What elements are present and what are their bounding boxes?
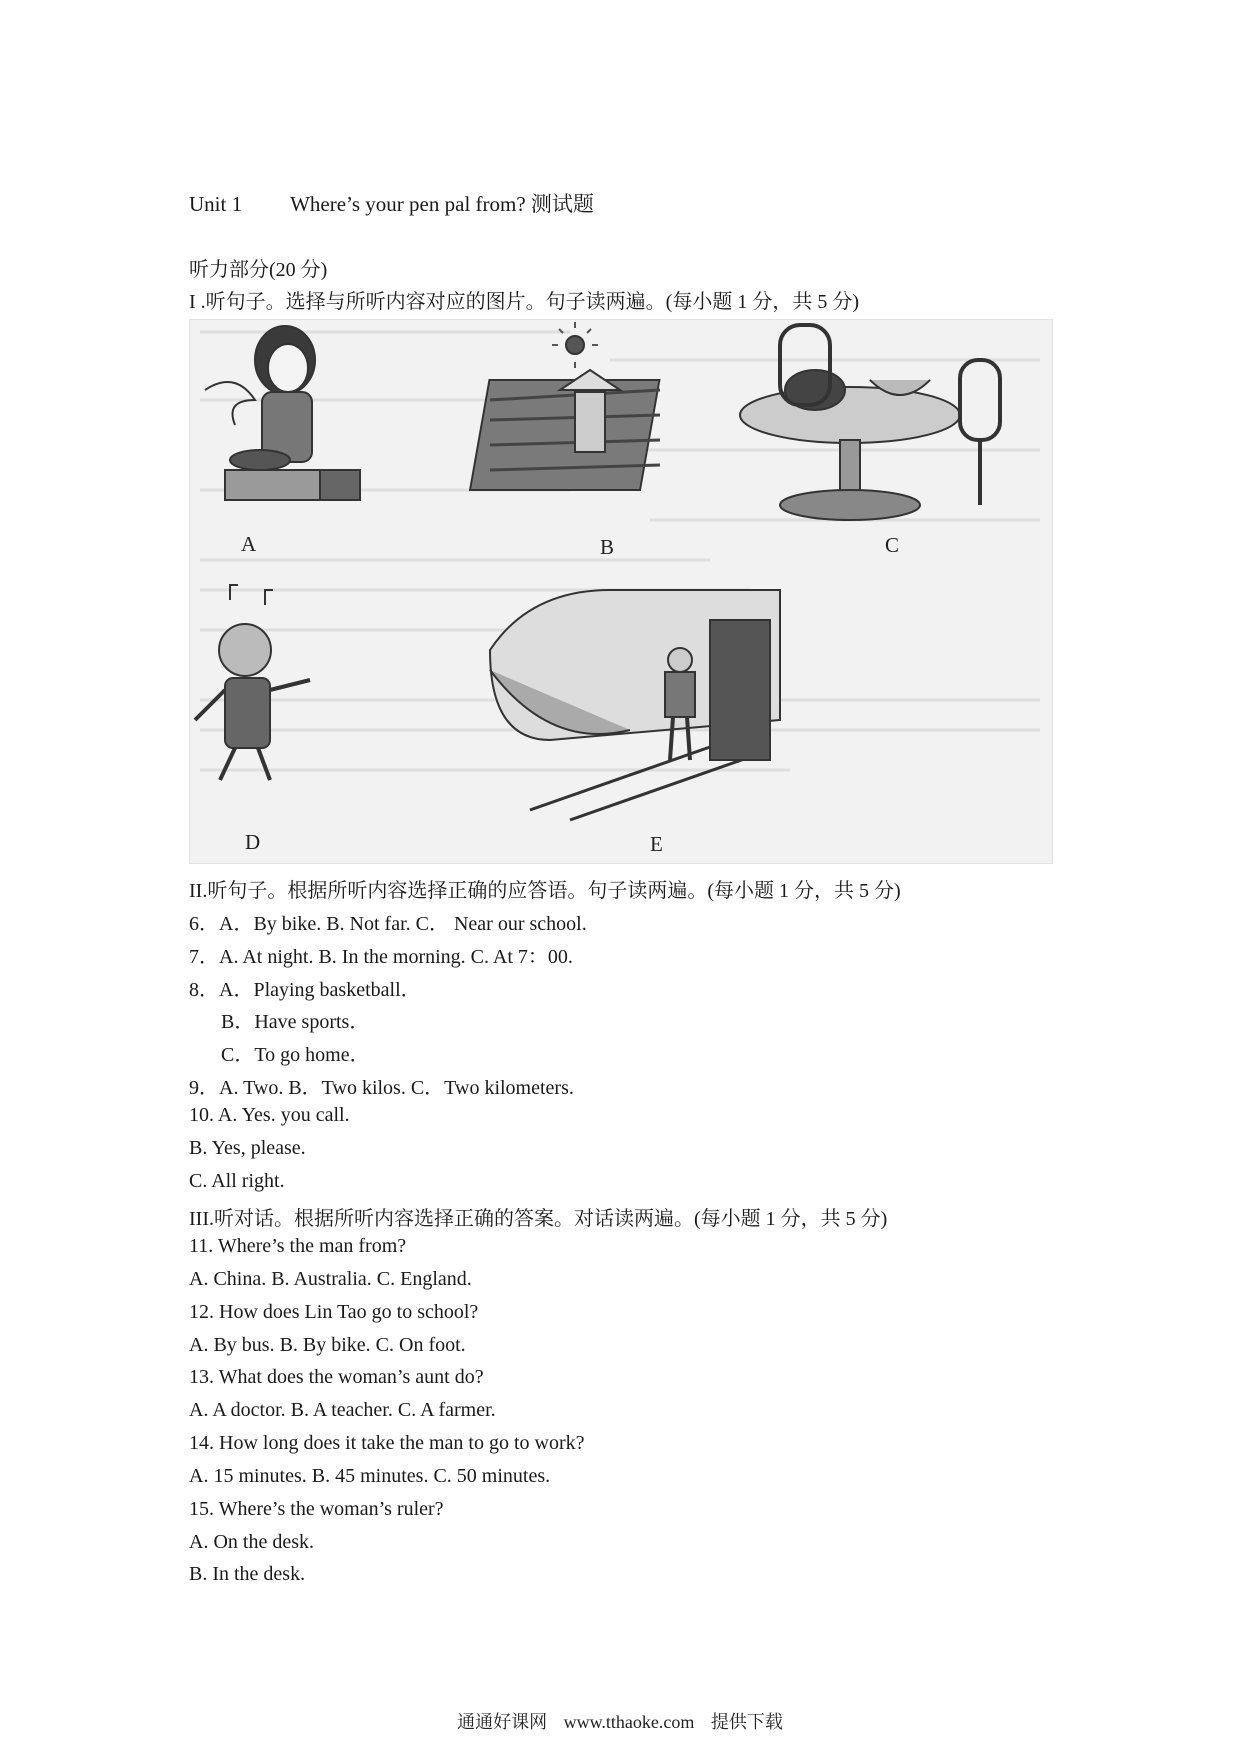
footer-note: 提供下载 [710, 1712, 783, 1732]
picture-label-d: D [245, 830, 261, 854]
picture-panel [189, 319, 1053, 864]
picture-c-table [740, 325, 1000, 520]
question-line: 15. Where’s the woman’s ruler? [189, 1498, 444, 1520]
option-line: B. In the desk. [189, 1563, 306, 1585]
option-line: A. A doctor. B. A teacher. C. A farmer. [189, 1399, 496, 1421]
question-line: 7．A. At night. B. In the morning. C. At 7：00. [189, 946, 573, 968]
option-line: C. All right. [189, 1170, 285, 1192]
unit-label: Unit 1 [189, 192, 243, 216]
picture-illustrations [190, 320, 1053, 864]
page-title [189, 188, 594, 218]
question-line: 6．A．By bike. B. Not far. C． Near our school. [189, 913, 587, 935]
picture-b-farm [470, 322, 660, 490]
question-line: 13. What does the woman’s aunt do? [189, 1366, 484, 1388]
question-line: 8．A．Playing basketball． [189, 979, 421, 1001]
option-line: A. By bus. B. By bike. C. On foot. [189, 1334, 466, 1356]
question-line: 14. How long does it take the man to go to work? [189, 1432, 585, 1454]
option-line: C．To go home． [221, 1044, 370, 1066]
title-text: Where’s your pen pal from? 测试题 [290, 192, 594, 216]
picture-label-b: B [600, 535, 615, 559]
question-line: 11. Where’s the man from? [189, 1235, 407, 1257]
picture-label-c: C [885, 533, 900, 557]
option-line: A. 15 minutes. B. 45 minutes. C. 50 minutes. [189, 1465, 551, 1487]
footer-url[interactable]: www.tthaoke.com [563, 1712, 695, 1732]
option-line: A. On the desk. [189, 1531, 314, 1553]
picture-label-a: A [241, 532, 257, 556]
picture-a-cooking [205, 326, 360, 500]
part1-heading: I .听句子。选择与所听内容对应的图片。句子读两遍。(每小题 1 分，共 5 分) [189, 291, 859, 313]
section-heading-listening: 听力部分(20 分) [189, 259, 328, 281]
part2-heading: II.听句子。根据所听内容选择正确的应答语。句子读两遍。(每小题 1 分，共 5 分) [189, 880, 901, 902]
question-line: 9．A. Two. B．Two kilos. C．Two kilometers. [189, 1077, 574, 1099]
picture-d-singer [195, 585, 310, 780]
option-line: B．Have sports． [221, 1011, 370, 1033]
picture-label-e: E [650, 832, 663, 856]
question-line: 10. A. Yes. you call. [189, 1104, 350, 1126]
question-line: 12. How does Lin Tao go to school? [189, 1301, 479, 1323]
part3-heading: III.听对话。根据所听内容选择正确的答案。对话读两遍。(每小题 1 分，共 5 分) [189, 1208, 888, 1230]
option-line: B. Yes, please. [189, 1137, 306, 1159]
page-footer [0, 1708, 1240, 1734]
footer-site-name: 通通好课网 [457, 1712, 548, 1732]
option-line: A. China. B. Australia. C. England. [189, 1268, 472, 1290]
picture-e-train [490, 590, 780, 820]
